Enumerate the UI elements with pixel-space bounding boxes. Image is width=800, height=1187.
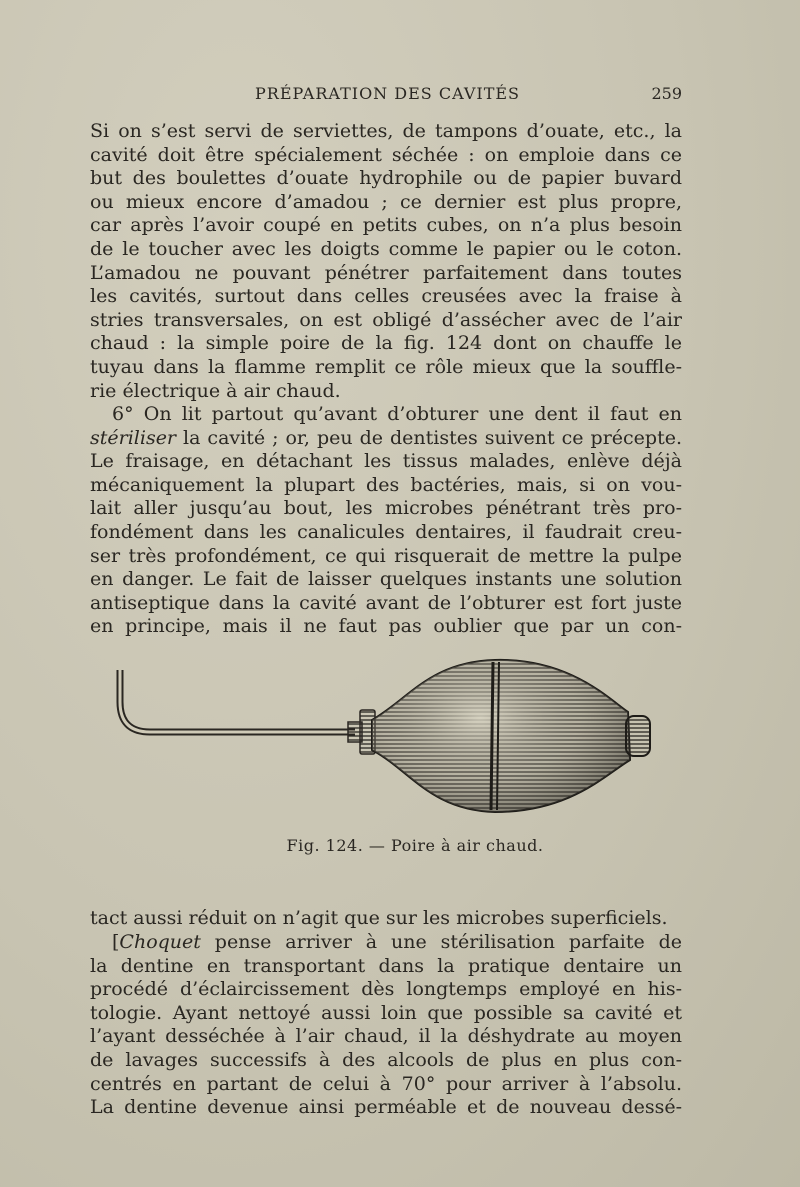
text-fragment: [	[112, 931, 120, 953]
text-fragment: pense arriver à une stérilisation parfaite de	[200, 931, 682, 953]
text-line: cavité doit être spécialement séchée : on emploie dans ce	[90, 143, 682, 166]
text-line: L’amadou ne pouvant pénétrer parfaitement dans toutes	[90, 261, 682, 284]
text-line: fondément dans les canalicules dentaires, il faudrait creu-	[90, 520, 682, 543]
italic-name: Choquet	[119, 931, 201, 953]
text-line: de lavages successifs à des alcools de plus en plus con-	[90, 1048, 682, 1071]
paragraph-contact	[90, 907, 682, 931]
text-line: Si on s’est servi de serviettes, de tampons d’ouate, etc., la	[90, 120, 682, 142]
text-line: stries transversales, on est obligé d’assécher avec de l’air	[90, 308, 682, 331]
text-line: la dentine en transportant dans la pratique dentaire un	[90, 954, 682, 977]
paragraph-choquet	[90, 931, 682, 1120]
hot-air-bulb-illustration	[110, 650, 670, 825]
text-line: tact aussi réduit on n’agit que sur les microbes superficiels.	[90, 907, 668, 929]
text-line: antiseptique dans la cavité avant de l’obturer est fort juste	[90, 591, 682, 614]
text-line: ser très profondément, ce qui risquerait de mettre la pulpe	[90, 544, 682, 567]
text-line: Le fraisage, en détachant les tissus malades, enlève déjà	[90, 450, 682, 473]
text-line: tologie. Ayant nettoyé aussi loin que possible sa cavité et	[90, 1001, 682, 1024]
text-line	[90, 931, 682, 955]
text-line: lait aller jusqu’au bout, les microbes pénétrant très pro-	[90, 497, 682, 520]
text-line: rie électrique à air chaud.	[90, 379, 341, 402]
text-line: chaud : la simple poire de la fig. 124 dont on chauffe le	[90, 332, 682, 355]
metal-tube	[120, 670, 355, 732]
text-line: de le toucher avec les doigts comme le papier ou le coton.	[90, 237, 682, 260]
text-line: l’ayant desséchée à l’air chaud, il la déshydrate au moyen	[90, 1025, 682, 1048]
text-line: car après l’avoir coupé en petits cubes, on n’a plus besoin	[90, 214, 682, 237]
header-title: PRÉPARATION DES CAVITÉS	[255, 84, 521, 103]
paragraph-drying	[90, 120, 682, 403]
text-line: en principe, mais il ne faut pas oublier que par un con-	[90, 615, 682, 638]
rubber-bulb	[372, 660, 630, 812]
text-line	[90, 427, 682, 451]
italic-term: stériliser	[90, 426, 177, 449]
text-line: mécaniquement la plupart des bactéries, mais, si on vou-	[90, 473, 682, 496]
text-line: tuyau dans la flamme remplit ce rôle mieux que la souffle-	[90, 355, 682, 378]
running-header	[90, 84, 682, 108]
figure-caption: Fig. 124. — Poire à air chaud.	[286, 836, 544, 855]
text-line: La dentine devenue ainsi perméable et de nouveau dessé-	[90, 1096, 682, 1119]
text-line: 6° On lit partout qu’avant d’obturer une dent il faut en	[112, 403, 682, 425]
paragraph-sterilization	[90, 403, 682, 639]
text-line: centrés en partant de celui à 70° pour arriver à l’absolu.	[90, 1072, 682, 1095]
text-line: ou mieux encore d’amadou ; ce dernier est plus propre,	[90, 190, 682, 213]
bulb-valve-cap	[626, 716, 650, 756]
text-line: les cavités, surtout dans celles creusées avec la fraise à	[90, 285, 682, 308]
text-fragment: la cavité ; or, peu de dentistes suivent ce précepte.	[176, 426, 682, 449]
text-line: procédé d’éclaircissement dès longtemps employé en his-	[90, 978, 682, 1001]
page-number: 259	[651, 84, 682, 103]
text-line: but des boulettes d’ouate hydrophile ou de papier buvard	[90, 167, 682, 190]
text-line: en danger. Le fait de laisser quelques instants une solution	[90, 568, 682, 591]
